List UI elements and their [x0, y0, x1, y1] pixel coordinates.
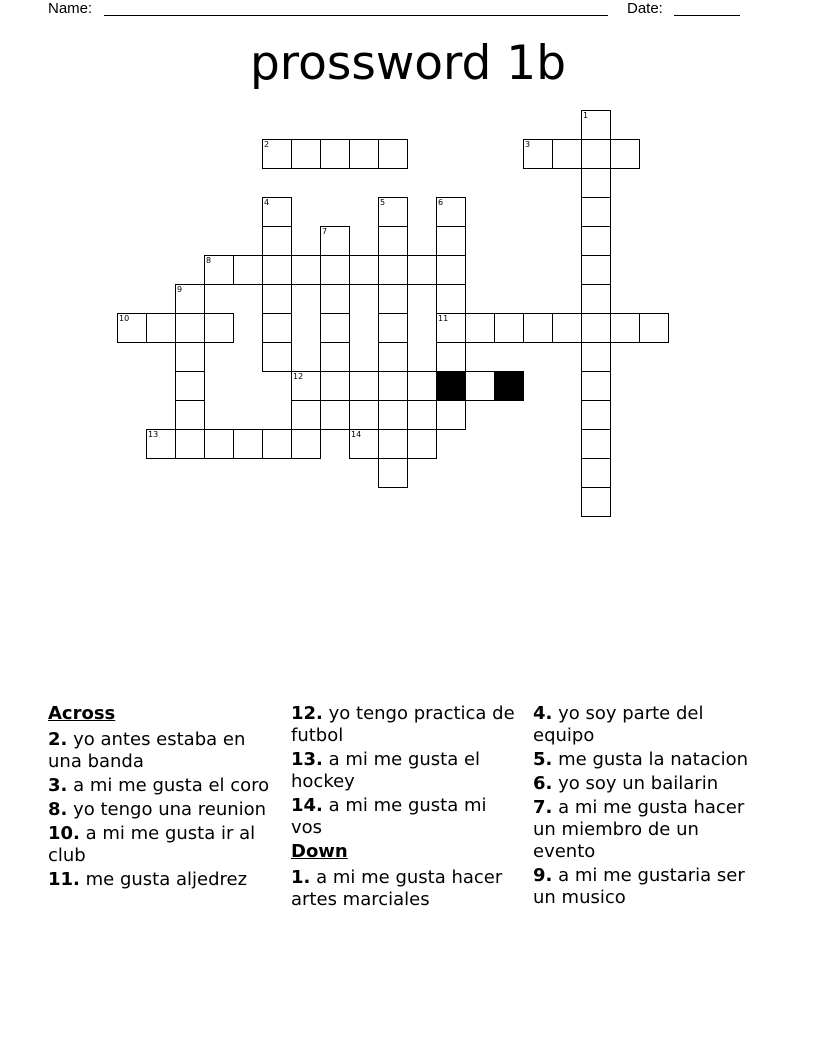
clue-number: 9 [177, 285, 183, 294]
grid-cell[interactable] [262, 342, 292, 372]
grid-cell[interactable] [262, 197, 292, 227]
grid-cell[interactable] [291, 400, 321, 430]
grid-cell[interactable] [378, 255, 408, 285]
across-clue [48, 823, 278, 867]
grid-cell[interactable] [581, 371, 611, 401]
down-clue [533, 749, 763, 771]
grid-cell[interactable] [320, 371, 350, 401]
grid-cell[interactable] [378, 226, 408, 256]
grid-cell[interactable] [436, 313, 466, 343]
grid-cell[interactable] [436, 342, 466, 372]
grid-cell[interactable] [378, 197, 408, 227]
across-clue [291, 795, 521, 839]
grid-cell[interactable] [175, 371, 205, 401]
grid-cell[interactable] [175, 429, 205, 459]
grid-cell[interactable] [407, 255, 437, 285]
clue-number: 7 [322, 227, 328, 236]
grid-cell[interactable] [349, 371, 379, 401]
grid-cell[interactable] [320, 139, 350, 169]
clue-text: me gusta aljedrez [85, 869, 248, 890]
grid-cell[interactable] [291, 255, 321, 285]
clue-text: yo tengo practica de futbol [291, 703, 515, 746]
grid-cell[interactable] [262, 313, 292, 343]
grid-cell[interactable] [175, 284, 205, 314]
clue-number: 3 [525, 140, 531, 149]
grid-cell[interactable] [378, 429, 408, 459]
clue-text: a mi me gusta hacer un miembro de un evento [533, 797, 745, 862]
grid-cell[interactable] [262, 226, 292, 256]
grid-cell[interactable] [262, 284, 292, 314]
name-label: Name: [48, 0, 93, 17]
clue-number: 12 [293, 372, 304, 381]
grid-cell[interactable] [436, 197, 466, 227]
clue-text: yo tengo una reunion [73, 799, 267, 820]
grid-cell[interactable] [610, 139, 640, 169]
page-title: prossword 1b [249, 36, 567, 91]
grid-cell[interactable] [117, 313, 147, 343]
across-clue [291, 703, 521, 747]
down-clue [533, 797, 763, 863]
grid-cell[interactable] [407, 429, 437, 459]
grid-cell[interactable] [320, 226, 350, 256]
clue-text: yo soy un bailarin [558, 773, 719, 794]
grid-cell[interactable] [233, 255, 263, 285]
grid-cell[interactable] [581, 284, 611, 314]
clue-number-label: 1. [291, 867, 311, 888]
clue-number: 5 [380, 198, 386, 207]
grid-cell[interactable] [436, 400, 466, 430]
clue-text: me gusta la natacion [558, 749, 749, 770]
grid-cell[interactable] [175, 400, 205, 430]
clue-number: 14 [351, 430, 362, 439]
clue-number-label: 10. [48, 823, 80, 844]
clue-number-label: 5. [533, 749, 553, 770]
grid-cell[interactable] [581, 197, 611, 227]
clue-number: 8 [206, 256, 212, 265]
grid-cell[interactable] [349, 255, 379, 285]
grid-cell[interactable] [175, 313, 205, 343]
grid-cell[interactable] [320, 400, 350, 430]
grid-cell[interactable] [407, 371, 437, 401]
down-clue [533, 703, 763, 747]
grid-cell[interactable] [262, 139, 292, 169]
clue-number: 1 [583, 111, 589, 120]
date-label: Date: [627, 0, 663, 17]
grid-cell[interactable] [204, 429, 234, 459]
clue-number-label: 2. [48, 729, 68, 750]
black-cell [494, 371, 524, 401]
grid-cell[interactable] [378, 371, 408, 401]
grid-cell[interactable] [291, 371, 321, 401]
grid-cell[interactable] [494, 313, 524, 343]
clue-number: 2 [264, 140, 270, 149]
grid-cell[interactable] [436, 255, 466, 285]
grid-cell[interactable] [291, 139, 321, 169]
grid-cell[interactable] [581, 313, 611, 343]
grid-cell[interactable] [378, 313, 408, 343]
grid-cell[interactable] [146, 313, 176, 343]
grid-cell[interactable] [262, 429, 292, 459]
grid-cell[interactable] [320, 313, 350, 343]
down-heading: Down [291, 841, 348, 862]
black-cell [436, 371, 466, 401]
down-clue [291, 867, 521, 911]
clue-number: 13 [148, 430, 159, 439]
grid-cell[interactable] [581, 255, 611, 285]
clue-text: yo antes estaba en una banda [48, 729, 246, 772]
grid-cell[interactable] [523, 139, 553, 169]
grid-cell[interactable] [639, 313, 669, 343]
grid-cell[interactable] [581, 226, 611, 256]
clue-number: 10 [119, 314, 130, 323]
across-clue [48, 799, 278, 821]
clue-text: a mi me gusta mi vos [291, 795, 487, 838]
grid-cell[interactable] [291, 429, 321, 459]
down-clue [533, 773, 763, 795]
grid-cell[interactable] [610, 313, 640, 343]
grid-cell[interactable] [378, 400, 408, 430]
clue-number-label: 11. [48, 869, 80, 890]
grid-cell[interactable] [378, 342, 408, 372]
clue-number-label: 4. [533, 703, 553, 724]
across-clue [291, 749, 521, 793]
clue-number: 11 [438, 314, 449, 323]
across-clue [48, 869, 278, 891]
down-clue [533, 865, 763, 909]
grid-cell[interactable] [146, 429, 176, 459]
across-heading: Across [48, 703, 116, 724]
across-clue [48, 775, 278, 797]
grid-cell[interactable] [581, 168, 611, 198]
clues-column-3 [533, 703, 763, 911]
clue-text: yo soy parte del equipo [533, 703, 704, 746]
clue-number-label: 13. [291, 749, 323, 770]
clue-number-label: 8. [48, 799, 68, 820]
grid-cell[interactable] [581, 400, 611, 430]
grid-cell[interactable] [378, 139, 408, 169]
clue-number-label: 14. [291, 795, 323, 816]
grid-cell[interactable] [436, 226, 466, 256]
grid-cell[interactable] [581, 342, 611, 372]
grid-cell[interactable] [378, 284, 408, 314]
clue-text: a mi me gusta el hockey [291, 749, 481, 792]
grid-cell[interactable] [233, 429, 263, 459]
clue-number-label: 9. [533, 865, 553, 886]
grid-cell[interactable] [552, 313, 582, 343]
clue-number-label: 12. [291, 703, 323, 724]
clues-column-1 [48, 703, 278, 893]
clue-number-label: 7. [533, 797, 553, 818]
clue-number-label: 6. [533, 773, 553, 794]
across-clue [48, 729, 278, 773]
clue-text: a mi me gustaria ser un musico [533, 865, 745, 908]
grid-cell[interactable] [581, 458, 611, 488]
grid-cell[interactable] [465, 371, 495, 401]
grid-cell[interactable] [175, 342, 205, 372]
grid-cell[interactable] [523, 313, 553, 343]
grid-cell[interactable] [320, 342, 350, 372]
clue-number: 6 [438, 198, 444, 207]
grid-cell[interactable] [320, 284, 350, 314]
clue-number-label: 3. [48, 775, 68, 796]
clues-column-2 [291, 703, 521, 913]
grid-cell[interactable] [552, 139, 582, 169]
clue-number: 4 [264, 198, 270, 207]
grid-cell[interactable] [581, 429, 611, 459]
grid-cell[interactable] [204, 255, 234, 285]
grid-cell[interactable] [204, 313, 234, 343]
grid-cell[interactable] [581, 487, 611, 517]
grid-cell[interactable] [465, 313, 495, 343]
grid-cell[interactable] [349, 429, 379, 459]
grid-cell[interactable] [262, 255, 292, 285]
grid-cell[interactable] [320, 255, 350, 285]
grid-cell[interactable] [378, 458, 408, 488]
grid-cell[interactable] [436, 284, 466, 314]
grid-cell[interactable] [581, 139, 611, 169]
clue-text: a mi me gusta el coro [73, 775, 270, 796]
clue-text: a mi me gusta ir al club [48, 823, 256, 866]
grid-cell[interactable] [349, 139, 379, 169]
grid-cell[interactable] [581, 110, 611, 140]
clue-text: a mi me gusta hacer artes marciales [291, 867, 503, 910]
